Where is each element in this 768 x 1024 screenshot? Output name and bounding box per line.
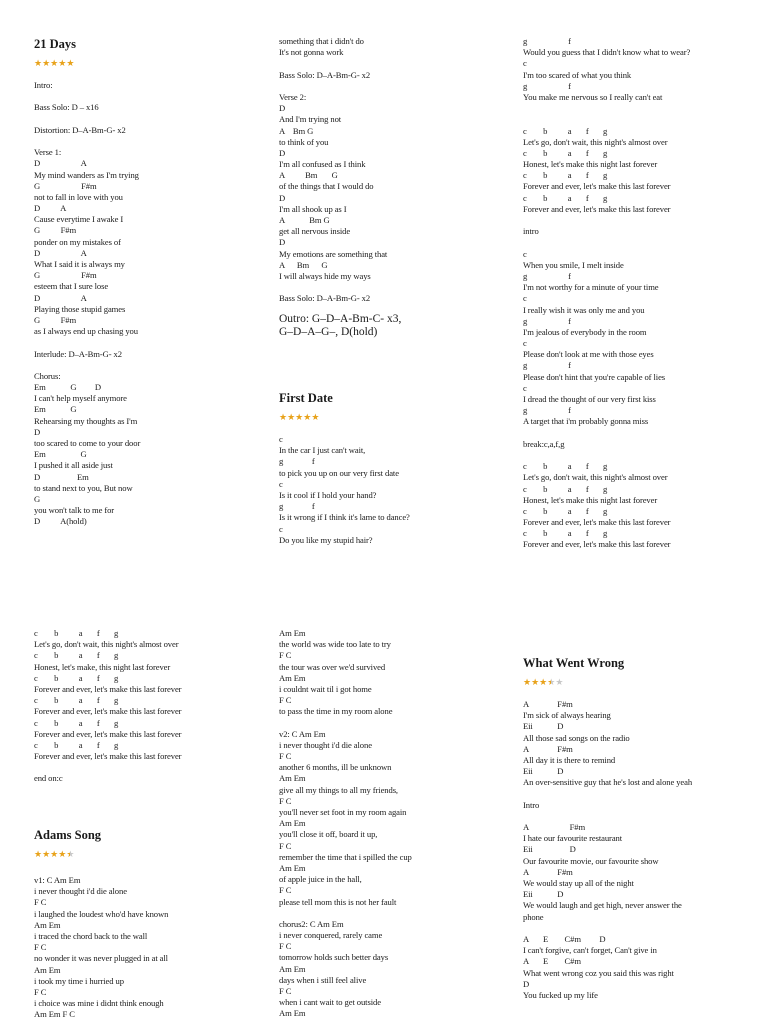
lyric-line: v2: C Am Em xyxy=(279,728,326,739)
blank-line xyxy=(523,450,763,461)
lyric-line: It's not gonna work xyxy=(279,47,344,58)
lyric-line: Em G xyxy=(34,449,87,460)
lyric-line: g f xyxy=(523,315,571,326)
star-icon: ★ xyxy=(547,677,556,687)
lyric-line: c xyxy=(279,434,283,444)
lyric-line: break:c,a,f,g xyxy=(523,438,565,449)
lyric-line: Forever and ever, let's make this last forever xyxy=(34,706,182,717)
lyric-line: What I said it is always my xyxy=(34,259,125,269)
lyric-line: I will always hide my ways xyxy=(279,270,371,281)
lyric-line: tomorrow holds such better days xyxy=(279,952,389,963)
lyric-line: D xyxy=(279,192,286,203)
star-icon: ★ xyxy=(295,412,304,422)
blank-line xyxy=(523,215,763,226)
lyric-line: Am Em xyxy=(279,818,306,829)
song-title: Adams Song xyxy=(34,828,102,842)
lyric-line: F C xyxy=(34,942,47,953)
lyric-line: get all nervous inside xyxy=(279,226,351,237)
blank-line xyxy=(34,136,270,147)
lyric-line: i couldnt wait til i got home xyxy=(279,683,372,694)
song-lines xyxy=(279,434,515,546)
blank-line xyxy=(523,103,763,114)
lyric-line: Forever and ever, let's make this last forever xyxy=(523,181,671,192)
lyric-line: Honest, let's make, this night last forever xyxy=(34,661,171,672)
lyric-line: ponder on my mistakes of xyxy=(34,236,121,247)
blank-line xyxy=(523,114,763,125)
lyric-line: Am Em xyxy=(279,862,306,873)
lyric-line: What went wrong coz you said this was right xyxy=(523,967,674,978)
lyric-line: to stand next to you, But now xyxy=(34,482,133,493)
lyric-line: I dread the thought of our very first kiss xyxy=(523,394,656,404)
star-icon: ★ xyxy=(58,849,67,859)
lyric-line: We would laugh and get high, never answer the xyxy=(523,900,682,911)
star-icon: ★ xyxy=(50,849,59,859)
song-lines xyxy=(279,36,515,305)
lyric-line: c b a f g xyxy=(34,695,119,706)
blank-line xyxy=(34,762,270,773)
blank-line xyxy=(523,428,763,439)
lyric-line: no wonder it was never plugged in at all xyxy=(34,953,168,964)
lyric-line: you'll close it off, board it up, xyxy=(279,829,378,840)
lyric-line: A Bm G xyxy=(279,259,328,270)
lyric-line: end on:c xyxy=(34,773,63,784)
lyric-line: A F#m xyxy=(523,699,573,709)
lyric-line: c xyxy=(523,58,527,69)
lyric-line: Bass Solo: D–A-Bm-G- x2 xyxy=(279,293,371,304)
song-adams-song xyxy=(34,827,270,1020)
star-icon: ★ xyxy=(311,412,320,422)
lyric-line: Forever and ever, let's make this last forever xyxy=(34,751,182,762)
lyric-line: You fucked up my life xyxy=(523,989,598,1000)
lyric-line: Let's go, don't wait, this night's almost over xyxy=(523,136,668,147)
blank-line xyxy=(34,360,270,371)
lyric-line: I can't forgive, can't forget, Can't give in xyxy=(523,945,657,956)
lyric-line: I'm all confused as I think xyxy=(279,159,366,170)
lyric-line: phone xyxy=(523,911,544,922)
song-lines xyxy=(34,80,270,528)
song-lines xyxy=(34,628,270,785)
star-icon: ★ xyxy=(539,677,548,687)
song-title: What Went Wrong xyxy=(523,656,625,670)
lyric-line: Am Em xyxy=(34,919,61,930)
lyric-line: c b a f g xyxy=(523,461,608,472)
rating-stars xyxy=(279,412,515,424)
lyric-line: F C xyxy=(279,695,292,706)
song-lines xyxy=(523,699,763,1001)
lyric-line: I'm not worthy for a minute of your time xyxy=(523,282,659,293)
lyric-line: A Bm G xyxy=(279,125,314,136)
lyric-line: Is it cool if I hold your hand? xyxy=(279,489,377,500)
lyric-line: i took my time i hurried up xyxy=(34,975,124,986)
blank-line xyxy=(523,811,763,822)
lyric-line: Eii D xyxy=(523,889,564,900)
lyric-line: i laughed the loudest who'd have known xyxy=(34,908,169,919)
lyric-line: F C xyxy=(279,986,292,996)
lyric-line: c b a f g xyxy=(523,147,608,158)
lyric-line: Bass Solo: D–A-Bm-G- x2 xyxy=(279,69,371,80)
lyric-line: Eii D xyxy=(523,844,576,855)
lyric-line: All those sad songs on the radio xyxy=(523,732,630,743)
lyric-line: to think of you xyxy=(279,136,329,147)
lyric-line: Eii D xyxy=(523,766,564,777)
lyric-line: In the car I just can't wait, xyxy=(279,445,366,456)
lyric-line: c b a f g xyxy=(523,483,608,494)
star-icon: ★ xyxy=(66,58,75,68)
rating-stars xyxy=(34,58,270,70)
lyric-line: Forever and ever, let's make this last forever xyxy=(523,539,671,550)
lyric-line: Playing those stupid games xyxy=(34,303,126,314)
blank-line xyxy=(523,789,763,800)
lyric-line: too scared to come to your door xyxy=(34,438,141,448)
lyric-line: I pushed it all aside just xyxy=(34,460,113,471)
star-icon: ★ xyxy=(34,849,43,859)
lyric-line: i never conquered, rarely came xyxy=(279,930,383,941)
lyric-line: g f xyxy=(523,270,571,281)
lyric-line: Verse 1: xyxy=(34,147,62,158)
lyric-line: Am Em xyxy=(279,628,306,638)
lyric-line: days when i still feel alive xyxy=(279,974,367,985)
lyric-line: D A xyxy=(34,158,87,169)
lyric-line: Verse 2: xyxy=(279,91,307,102)
lyric-line: Please don't hint that you're capable of lies xyxy=(523,371,666,382)
lyric-line: Eii D xyxy=(523,721,564,732)
blank-line xyxy=(523,237,763,248)
lyric-line: I can't help myself anymore xyxy=(34,393,127,404)
lyric-line: c b a f g xyxy=(523,192,608,203)
lyric-line: I'm sick of always hearing xyxy=(523,710,611,721)
lyric-line: to pass the time in my room alone xyxy=(279,706,393,717)
lyric-line: Am Em xyxy=(279,963,306,974)
lyric-line: A F#m xyxy=(523,743,573,754)
star-icon: ★ xyxy=(287,412,296,422)
lyric-line: A F#m xyxy=(523,822,586,833)
lyric-line: F C xyxy=(34,897,47,908)
lyric-line: We would stay up all of the night xyxy=(523,878,634,888)
song-21-days-cont xyxy=(279,36,515,340)
lyric-line: F C xyxy=(279,941,292,952)
song-lines xyxy=(523,36,763,551)
blank-line xyxy=(523,923,763,934)
lyric-line: Is it wrong if I think it's lame to dance? xyxy=(279,512,410,523)
lyric-line: i traced the chord back to the wall xyxy=(34,930,148,941)
star-icon: ★ xyxy=(279,412,288,422)
lyric-line: c xyxy=(523,248,527,259)
lyric-line: i choice was mine i didnt think enough xyxy=(34,998,164,1009)
lyric-line: When you smile, I melt inside xyxy=(523,259,624,270)
lyric-line: G F#m xyxy=(34,180,97,191)
lyric-line: A F#m xyxy=(523,866,573,877)
star-icon: ★ xyxy=(523,677,532,687)
blank-line xyxy=(279,81,515,92)
lyric-line: D xyxy=(523,978,530,989)
blank-line xyxy=(34,91,270,102)
star-icon: ★ xyxy=(66,849,75,859)
lyric-line: Am Em xyxy=(279,773,306,784)
lyric-line: I hate our favourite restaurant xyxy=(523,833,623,844)
lyric-line: esteem that I sure lose xyxy=(34,281,109,292)
lyric-line: Please don't look at me with those eyes xyxy=(523,349,654,360)
lyric-line: g f xyxy=(279,501,315,512)
lyric-line: you won't talk to me for xyxy=(34,505,115,516)
star-icon: ★ xyxy=(50,58,59,68)
blank-line xyxy=(279,58,515,69)
lyric-line: give all my things to all my friends, xyxy=(279,784,398,795)
lyric-line: g f xyxy=(523,36,571,46)
lyric-line: c b a f g xyxy=(34,628,119,638)
lyric-line: g f xyxy=(523,360,571,371)
blank-line xyxy=(34,337,270,348)
lyric-line: D xyxy=(279,103,286,114)
lyric-line: Our favourite movie, our favourite show xyxy=(523,855,659,866)
lyric-line: c xyxy=(523,382,527,393)
lyric-line: D A xyxy=(34,292,87,303)
lyric-line: G F#m xyxy=(34,225,77,236)
lyric-line: c xyxy=(279,478,283,489)
lyric-line: Am Em xyxy=(279,672,306,683)
lyric-line: g f xyxy=(523,405,571,416)
star-icon: ★ xyxy=(42,58,51,68)
lyric-line: A Bm G xyxy=(279,215,330,225)
lyric-line: G F#m xyxy=(34,314,77,325)
lyric-line: Intro: xyxy=(34,80,53,90)
star-icon: ★ xyxy=(42,849,51,859)
lyric-line: g f xyxy=(523,80,571,91)
lyric-line: g f xyxy=(279,456,315,467)
lyric-line: Chorus: xyxy=(34,370,61,381)
lyric-line: intro xyxy=(523,226,539,237)
lyric-line: You make me nervous so I really can't eat xyxy=(523,91,663,102)
lyric-line: c b a f g xyxy=(34,717,119,728)
song-21-days-end xyxy=(34,628,270,785)
lyric-line: A E C#m xyxy=(523,956,581,967)
star-icon: ★ xyxy=(531,677,540,687)
lyric-line: to pick you up on our very first date xyxy=(279,467,399,478)
lyric-line: when i cant wait to get outside xyxy=(279,997,381,1008)
lyric-line: D Em xyxy=(34,471,89,482)
lyric-line: Would you guess that I didn't know what to wear? xyxy=(523,47,691,58)
lyric-line: A Bm G xyxy=(279,170,338,181)
lyric-line: something that i didn't do xyxy=(279,36,364,46)
lyric-line: D A xyxy=(34,247,87,258)
lyric-line: c b a f g xyxy=(34,672,119,683)
lyric-line: And I'm trying not xyxy=(279,114,342,125)
star-icon: ★ xyxy=(34,58,43,68)
outro-line: Outro: G–D–A-Bm-C- x3, G–D–A–G–, D(hold) xyxy=(279,312,402,338)
lyric-line: Cause everytime I awake I xyxy=(34,214,124,225)
lyric-line: Do you like my stupid hair? xyxy=(279,534,373,545)
lyric-line: G F#m xyxy=(34,270,97,281)
song-adams-song-cont xyxy=(279,628,515,1020)
lyric-line: Let's go, don't wait, this night's almost over xyxy=(34,639,179,650)
lyric-line: G xyxy=(34,493,41,504)
lyric-line: you'll never set foot in my room again xyxy=(279,807,407,817)
lyric-line: another 6 months, ill be unknown xyxy=(279,762,392,773)
lyric-line: D xyxy=(34,426,41,437)
lyric-line: the tour was over we'd survived xyxy=(279,661,386,672)
lyric-line: c xyxy=(279,523,283,534)
song-21-days xyxy=(34,36,270,528)
lyric-line: D xyxy=(279,147,286,158)
lyric-line: Intro xyxy=(523,799,540,810)
lyric-line: I'm too scared of what you think xyxy=(523,69,632,80)
lyric-line: c b a f g xyxy=(523,528,608,539)
lyric-line: c b a f g xyxy=(523,505,608,516)
lyric-line: the world was wide too late to try xyxy=(279,639,391,650)
rating-stars xyxy=(34,849,270,861)
blank-line xyxy=(279,718,515,729)
rating-stars xyxy=(523,677,763,689)
song-title: First Date xyxy=(279,391,333,405)
lyric-line: My emotions are something that xyxy=(279,248,388,259)
lyric-line: Em G xyxy=(34,404,77,415)
lyric-line: not to fall in love with you xyxy=(34,191,123,202)
blank-line xyxy=(34,114,270,125)
lyric-line: chorus2: C Am Em xyxy=(279,918,344,929)
lyric-line: of apple juice in the hall, xyxy=(279,874,362,885)
lyric-line: Forever and ever, let's make this last forever xyxy=(34,683,182,694)
lyric-line: Forever and ever, let's make this last forever xyxy=(34,728,182,739)
lyric-line: Forever and ever, let's make this last forever xyxy=(523,203,671,214)
lyric-line: Interlude: D–A-Bm-G- x2 xyxy=(34,348,122,359)
lyric-line: c xyxy=(523,338,527,349)
lyric-line: v1: C Am Em xyxy=(34,875,81,885)
lyric-line: A E C#m D xyxy=(523,933,606,944)
lyric-line: Am Em xyxy=(34,964,61,975)
lyric-line: Forever and ever, let's make this last forever xyxy=(523,517,671,528)
lyric-line: Rehearsing my thoughts as I'm xyxy=(34,415,138,426)
lyric-line: An over-sensitive guy that he's lost and alone yeah xyxy=(523,777,693,788)
song-first-date xyxy=(279,390,515,546)
lyric-line: c b a f g xyxy=(34,739,119,750)
lyric-line: My mind wanders as I'm trying xyxy=(34,169,139,180)
lyric-line: A target that i'm probably gonna miss xyxy=(523,416,649,427)
lyric-line: Em G D xyxy=(34,382,101,393)
lyric-line: Let's go, don't wait, this night's almost over xyxy=(523,472,668,483)
song-what-went-wrong xyxy=(523,655,763,1001)
lyric-line: Am Em xyxy=(279,1008,306,1019)
lyric-line: c b a f g xyxy=(34,650,119,661)
lyric-line: Honest, let's make this night last forever xyxy=(523,494,658,505)
lyric-line: Honest, let's make this night last forever xyxy=(523,159,658,170)
lyric-line: F C xyxy=(279,840,292,851)
lyric-line: F C xyxy=(34,986,47,997)
lyric-line: I'm all shook up as I xyxy=(279,203,347,214)
lyric-line: F C xyxy=(279,795,292,806)
lyric-line: Distortion: D–A-Bm-G- x2 xyxy=(34,124,126,135)
song-lines xyxy=(279,628,515,1020)
blank-line xyxy=(279,908,515,919)
lyric-line: Bass Solo: D – x16 xyxy=(34,102,99,113)
lyric-line: of the things that I would do xyxy=(279,181,374,192)
lyric-line: i never thought i'd die alone xyxy=(34,886,127,897)
lyric-line: F C xyxy=(279,751,292,762)
song-title: 21 Days xyxy=(34,37,77,51)
lyric-line: F C xyxy=(279,650,292,661)
lyric-line: i never thought i'd die alone xyxy=(279,739,372,750)
lyric-line: I'm jealous of everybody in the room xyxy=(523,326,647,337)
star-icon: ★ xyxy=(58,58,67,68)
lyric-line: please tell mom this is not her fault xyxy=(279,896,397,907)
song-first-date-cont xyxy=(523,36,763,551)
lyric-line: remember the time that i spilled the cup xyxy=(279,851,412,862)
lyric-line: Am Em F C xyxy=(34,1009,75,1020)
lyric-line: All day it is there to remind xyxy=(523,754,616,765)
lyric-line: I really wish it was only me and you xyxy=(523,304,645,315)
lyric-line: c b a f g xyxy=(523,170,608,181)
lyric-line: D A(hold) xyxy=(34,516,87,527)
lyric-line: c b a f g xyxy=(523,125,608,136)
lyric-line: D xyxy=(279,237,286,248)
star-icon: ★ xyxy=(303,412,312,422)
lyric-line: as I always end up chasing you xyxy=(34,326,138,337)
lyric-line: c xyxy=(523,293,527,304)
blank-line xyxy=(279,282,515,293)
lyric-line: D A xyxy=(34,203,67,214)
song-lines xyxy=(34,875,270,1020)
star-icon: ★ xyxy=(555,677,564,687)
lyric-line: F C xyxy=(279,885,292,896)
